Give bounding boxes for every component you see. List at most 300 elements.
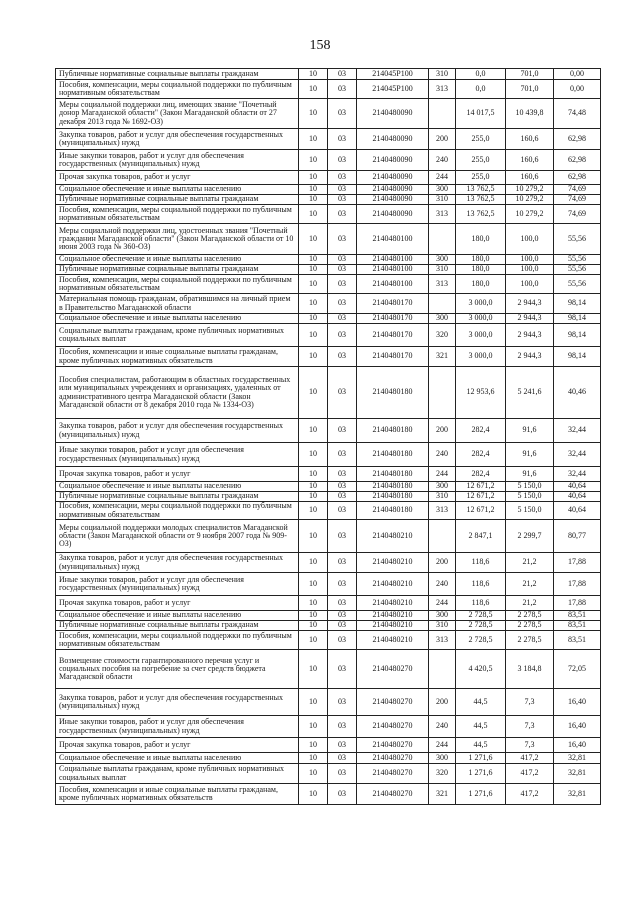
- section-code: 10: [299, 99, 328, 129]
- planned-amount: 44,5: [456, 716, 506, 738]
- subsection-code: 03: [328, 520, 357, 553]
- row-name: Прочая закупка товаров, работ и услуг: [56, 738, 299, 753]
- table-row: [56, 520, 601, 553]
- table-row: [56, 367, 601, 419]
- execution-percent: 16,40: [554, 716, 601, 738]
- execution-percent: 0,00: [554, 80, 601, 99]
- table-row: [56, 573, 601, 596]
- executed-amount: 2 944,3: [506, 314, 554, 324]
- planned-amount: 255,0: [456, 129, 506, 150]
- row-name: Закупка товаров, работ и услуг для обеспечения государственных (муниципальных) нужд: [56, 689, 299, 716]
- target-article-code: 2140480090: [357, 129, 429, 150]
- execution-percent: 72,05: [554, 650, 601, 689]
- subsection-code: 03: [328, 69, 357, 80]
- expense-type-code: 300: [429, 611, 456, 621]
- row-name: Социальные выплаты гражданам, кроме публичных нормативных социальных выплат: [56, 324, 299, 347]
- subsection-code: 03: [328, 689, 357, 716]
- execution-percent: 62,98: [554, 129, 601, 150]
- executed-amount: 3 184,8: [506, 650, 554, 689]
- expense-type-code: 200: [429, 689, 456, 716]
- section-code: 10: [299, 467, 328, 482]
- expense-type-code: [429, 294, 456, 314]
- row-name: Прочая закупка товаров, работ и услуг: [56, 596, 299, 611]
- target-article-code: 2140480210: [357, 621, 429, 631]
- row-name: Социальные выплаты гражданам, кроме публичных нормативных социальных выплат: [56, 764, 299, 784]
- table-row: [56, 205, 601, 224]
- subsection-code: 03: [328, 80, 357, 99]
- row-name: Публичные нормативные социальные выплаты гражданам: [56, 69, 299, 80]
- row-name: Иные закупки товаров, работ и услуг для обеспечения государственных (муниципальных) нужд: [56, 150, 299, 171]
- execution-percent: 17,88: [554, 596, 601, 611]
- planned-amount: 14 017,5: [456, 99, 506, 129]
- expense-type-code: 310: [429, 265, 456, 275]
- execution-percent: 83,51: [554, 631, 601, 650]
- planned-amount: 118,6: [456, 573, 506, 596]
- planned-amount: 1 271,6: [456, 784, 506, 805]
- row-name: Прочая закупка товаров, работ и услуг: [56, 171, 299, 185]
- table-row: [56, 596, 601, 611]
- executed-amount: 21,2: [506, 573, 554, 596]
- subsection-code: 03: [328, 275, 357, 294]
- execution-percent: 83,51: [554, 621, 601, 631]
- target-article-code: 2140480180: [357, 502, 429, 520]
- executed-amount: 91,6: [506, 419, 554, 443]
- row-name: Пособия, компенсации, меры социальной поддержки по публичным нормативным обязательствам: [56, 275, 299, 294]
- executed-amount: 160,6: [506, 129, 554, 150]
- execution-percent: 40,64: [554, 502, 601, 520]
- target-article-code: 2140480210: [357, 596, 429, 611]
- expense-type-code: 310: [429, 195, 456, 205]
- subsection-code: 03: [328, 205, 357, 224]
- execution-percent: 32,81: [554, 784, 601, 805]
- target-article-code: 2140480170: [357, 314, 429, 324]
- target-article-code: 2140480090: [357, 150, 429, 171]
- row-name: Социальное обеспечение и иные выплаты населению: [56, 314, 299, 324]
- executed-amount: 100,0: [506, 265, 554, 275]
- target-article-code: 2140480090: [357, 185, 429, 195]
- table-row: [56, 324, 601, 347]
- subsection-code: 03: [328, 185, 357, 195]
- section-code: 10: [299, 492, 328, 502]
- planned-amount: 4 420,5: [456, 650, 506, 689]
- subsection-code: 03: [328, 738, 357, 753]
- expense-type-code: 320: [429, 764, 456, 784]
- executed-amount: 7,3: [506, 738, 554, 753]
- row-name: Публичные нормативные социальные выплаты гражданам: [56, 492, 299, 502]
- expense-type-code: 321: [429, 784, 456, 805]
- expense-type-code: 240: [429, 443, 456, 467]
- planned-amount: 13 762,5: [456, 185, 506, 195]
- expense-type-code: 321: [429, 347, 456, 367]
- subsection-code: 03: [328, 195, 357, 205]
- expense-type-code: [429, 99, 456, 129]
- table-row: [56, 314, 601, 324]
- section-code: 10: [299, 482, 328, 492]
- row-name: Меры социальной поддержки лиц, удостоенных звания "Почетный гражданин Магаданской области" (Закон Магаданской области от 10 июня 2003 года № 360-ОЗ): [56, 224, 299, 255]
- executed-amount: 100,0: [506, 275, 554, 294]
- subsection-code: 03: [328, 492, 357, 502]
- table-row: [56, 492, 601, 502]
- table-row: [56, 553, 601, 573]
- planned-amount: 13 762,5: [456, 195, 506, 205]
- subsection-code: 03: [328, 573, 357, 596]
- execution-percent: 32,81: [554, 753, 601, 764]
- target-article-code: 2140480270: [357, 753, 429, 764]
- expense-type-code: 310: [429, 69, 456, 80]
- table-row: [56, 631, 601, 650]
- table-row: [56, 482, 601, 492]
- table-row: [56, 129, 601, 150]
- execution-percent: 32,44: [554, 419, 601, 443]
- subsection-code: 03: [328, 764, 357, 784]
- planned-amount: 1 271,6: [456, 753, 506, 764]
- target-article-code: 2140480270: [357, 716, 429, 738]
- planned-amount: 3 000,0: [456, 324, 506, 347]
- executed-amount: 2 278,5: [506, 631, 554, 650]
- subsection-code: 03: [328, 314, 357, 324]
- executed-amount: 7,3: [506, 716, 554, 738]
- planned-amount: 1 271,6: [456, 764, 506, 784]
- target-article-code: 2140480090: [357, 195, 429, 205]
- subsection-code: 03: [328, 650, 357, 689]
- section-code: 10: [299, 367, 328, 419]
- subsection-code: 03: [328, 224, 357, 255]
- expense-type-code: 244: [429, 596, 456, 611]
- section-code: 10: [299, 611, 328, 621]
- expense-type-code: 300: [429, 482, 456, 492]
- execution-percent: 74,69: [554, 195, 601, 205]
- expense-type-code: 300: [429, 753, 456, 764]
- target-article-code: 2140480090: [357, 99, 429, 129]
- row-name: Пособия, компенсации и иные социальные выплаты гражданам, кроме публичных нормативных обязательств: [56, 784, 299, 805]
- row-name: Социальное обеспечение и иные выплаты населению: [56, 185, 299, 195]
- target-article-code: 2140480180: [357, 482, 429, 492]
- target-article-code: 2140480100: [357, 255, 429, 265]
- executed-amount: 701,0: [506, 80, 554, 99]
- section-code: 10: [299, 171, 328, 185]
- execution-percent: 74,69: [554, 205, 601, 224]
- row-name: Пособия специалистам, работающим в областных государственных или муниципальных учреждениях и организациях, удаленных от административного центра Магаданской области (Закон Магаданской области от 8 декабря 2010 года № 1334-ОЗ): [56, 367, 299, 419]
- planned-amount: 3 000,0: [456, 314, 506, 324]
- expense-type-code: 300: [429, 255, 456, 265]
- target-article-code: 2140480170: [357, 347, 429, 367]
- executed-amount: 21,2: [506, 596, 554, 611]
- table-row: [56, 80, 601, 99]
- expense-type-code: 300: [429, 314, 456, 324]
- planned-amount: 255,0: [456, 171, 506, 185]
- expense-type-code: [429, 367, 456, 419]
- planned-amount: 180,0: [456, 255, 506, 265]
- subsection-code: 03: [328, 324, 357, 347]
- subsection-code: 03: [328, 150, 357, 171]
- execution-percent: 62,98: [554, 171, 601, 185]
- planned-amount: 255,0: [456, 150, 506, 171]
- executed-amount: 5 241,6: [506, 367, 554, 419]
- row-name: Иные закупки товаров, работ и услуг для обеспечения государственных (муниципальных) нужд: [56, 443, 299, 467]
- section-code: 10: [299, 689, 328, 716]
- planned-amount: 282,4: [456, 419, 506, 443]
- table-row: [56, 753, 601, 764]
- section-code: 10: [299, 443, 328, 467]
- target-article-code: 2140480180: [357, 443, 429, 467]
- planned-amount: 180,0: [456, 275, 506, 294]
- row-name: Пособия, компенсации, меры социальной поддержки по публичным нормативным обязательствам: [56, 502, 299, 520]
- subsection-code: 03: [328, 467, 357, 482]
- execution-percent: 16,40: [554, 689, 601, 716]
- subsection-code: 03: [328, 419, 357, 443]
- table-row: [56, 69, 601, 80]
- planned-amount: 3 000,0: [456, 294, 506, 314]
- section-code: 10: [299, 502, 328, 520]
- subsection-code: 03: [328, 482, 357, 492]
- section-code: 10: [299, 314, 328, 324]
- target-article-code: 2140480100: [357, 275, 429, 294]
- execution-percent: 16,40: [554, 738, 601, 753]
- section-code: 10: [299, 650, 328, 689]
- subsection-code: 03: [328, 171, 357, 185]
- section-code: 10: [299, 69, 328, 80]
- executed-amount: 417,2: [506, 784, 554, 805]
- planned-amount: 12 671,2: [456, 482, 506, 492]
- expense-type-code: 300: [429, 185, 456, 195]
- section-code: 10: [299, 294, 328, 314]
- planned-amount: 12 953,6: [456, 367, 506, 419]
- expense-type-code: 244: [429, 738, 456, 753]
- execution-percent: 62,98: [554, 150, 601, 171]
- expense-type-code: 313: [429, 631, 456, 650]
- planned-amount: 2 728,5: [456, 631, 506, 650]
- target-article-code: 214045Р100: [357, 80, 429, 99]
- planned-amount: 180,0: [456, 265, 506, 275]
- target-article-code: 2140480170: [357, 324, 429, 347]
- expense-type-code: 240: [429, 150, 456, 171]
- section-code: 10: [299, 596, 328, 611]
- section-code: 10: [299, 553, 328, 573]
- section-code: 10: [299, 275, 328, 294]
- section-code: 10: [299, 764, 328, 784]
- section-code: 10: [299, 573, 328, 596]
- expense-type-code: 313: [429, 502, 456, 520]
- expense-type-code: [429, 224, 456, 255]
- table-row: [56, 689, 601, 716]
- subsection-code: 03: [328, 716, 357, 738]
- planned-amount: 118,6: [456, 596, 506, 611]
- section-code: 10: [299, 205, 328, 224]
- table-row: [56, 294, 601, 314]
- section-code: 10: [299, 520, 328, 553]
- row-name: Меры социальной поддержки молодых специалистов Магаданской области (Закон Магаданской области от 9 ноября 2007 года № 909-ОЗ): [56, 520, 299, 553]
- executed-amount: 10 439,8: [506, 99, 554, 129]
- execution-percent: 40,46: [554, 367, 601, 419]
- row-name: Иные закупки товаров, работ и услуг для обеспечения государственных (муниципальных) нужд: [56, 573, 299, 596]
- executed-amount: 10 279,2: [506, 195, 554, 205]
- table-row: [56, 419, 601, 443]
- executed-amount: 5 150,0: [506, 492, 554, 502]
- expense-type-code: [429, 650, 456, 689]
- target-article-code: 2140480270: [357, 784, 429, 805]
- planned-amount: 0,0: [456, 69, 506, 80]
- subsection-code: 03: [328, 265, 357, 275]
- execution-percent: 32,81: [554, 764, 601, 784]
- subsection-code: 03: [328, 255, 357, 265]
- subsection-code: 03: [328, 347, 357, 367]
- row-name: Иные закупки товаров, работ и услуг для обеспечения государственных (муниципальных) нужд: [56, 716, 299, 738]
- section-code: 10: [299, 738, 328, 753]
- execution-percent: 32,44: [554, 443, 601, 467]
- executed-amount: 91,6: [506, 467, 554, 482]
- execution-percent: 17,88: [554, 553, 601, 573]
- row-name: Публичные нормативные социальные выплаты гражданам: [56, 195, 299, 205]
- expense-type-code: 244: [429, 171, 456, 185]
- section-code: 10: [299, 347, 328, 367]
- table-row: [56, 150, 601, 171]
- executed-amount: 5 150,0: [506, 502, 554, 520]
- expense-type-code: 240: [429, 716, 456, 738]
- section-code: 10: [299, 224, 328, 255]
- expense-type-code: 200: [429, 129, 456, 150]
- execution-percent: 40,64: [554, 492, 601, 502]
- planned-amount: 282,4: [456, 467, 506, 482]
- expense-type-code: 240: [429, 573, 456, 596]
- table-row: [56, 467, 601, 482]
- target-article-code: 2140480210: [357, 573, 429, 596]
- table-row: [56, 275, 601, 294]
- execution-percent: 17,88: [554, 573, 601, 596]
- target-article-code: 2140480180: [357, 492, 429, 502]
- row-name: Пособия, компенсации, меры социальной поддержки по публичным нормативным обязательствам: [56, 631, 299, 650]
- executed-amount: 100,0: [506, 224, 554, 255]
- target-article-code: 2140480180: [357, 367, 429, 419]
- execution-percent: 40,64: [554, 482, 601, 492]
- execution-percent: 83,51: [554, 611, 601, 621]
- planned-amount: 0,0: [456, 80, 506, 99]
- executed-amount: 160,6: [506, 150, 554, 171]
- target-article-code: 2140480170: [357, 294, 429, 314]
- planned-amount: 180,0: [456, 224, 506, 255]
- section-code: 10: [299, 129, 328, 150]
- subsection-code: 03: [328, 611, 357, 621]
- table-row: [56, 99, 601, 129]
- execution-percent: 55,56: [554, 265, 601, 275]
- executed-amount: 417,2: [506, 764, 554, 784]
- planned-amount: 3 000,0: [456, 347, 506, 367]
- target-article-code: 2140480270: [357, 689, 429, 716]
- subsection-code: 03: [328, 784, 357, 805]
- row-name: Публичные нормативные социальные выплаты гражданам: [56, 265, 299, 275]
- target-article-code: 2140480090: [357, 171, 429, 185]
- executed-amount: 2 278,5: [506, 611, 554, 621]
- table-row: [56, 650, 601, 689]
- executed-amount: 5 150,0: [506, 482, 554, 492]
- row-name: Закупка товаров, работ и услуг для обеспечения государственных (муниципальных) нужд: [56, 129, 299, 150]
- expense-type-code: 244: [429, 467, 456, 482]
- table-row: [56, 764, 601, 784]
- row-name: Социальное обеспечение и иные выплаты населению: [56, 753, 299, 764]
- table-row: [56, 716, 601, 738]
- executed-amount: 100,0: [506, 255, 554, 265]
- target-article-code: 2140480180: [357, 467, 429, 482]
- executed-amount: 2 944,3: [506, 294, 554, 314]
- target-article-code: 2140480270: [357, 738, 429, 753]
- executed-amount: 91,6: [506, 443, 554, 467]
- target-article-code: 2140480100: [357, 265, 429, 275]
- executed-amount: 701,0: [506, 69, 554, 80]
- subsection-code: 03: [328, 502, 357, 520]
- subsection-code: 03: [328, 129, 357, 150]
- execution-percent: 55,56: [554, 255, 601, 265]
- executed-amount: 2 944,3: [506, 347, 554, 367]
- section-code: 10: [299, 716, 328, 738]
- table-row: [56, 347, 601, 367]
- table-row: [56, 611, 601, 621]
- row-name: Закупка товаров, работ и услуг для обеспечения государственных (муниципальных) нужд: [56, 553, 299, 573]
- table-row: [56, 255, 601, 265]
- subsection-code: 03: [328, 631, 357, 650]
- expense-type-code: 313: [429, 275, 456, 294]
- executed-amount: 2 299,7: [506, 520, 554, 553]
- table-row: [56, 621, 601, 631]
- subsection-code: 03: [328, 553, 357, 573]
- planned-amount: 13 762,5: [456, 205, 506, 224]
- planned-amount: 2 728,5: [456, 611, 506, 621]
- executed-amount: 21,2: [506, 553, 554, 573]
- section-code: 10: [299, 150, 328, 171]
- executed-amount: 2 944,3: [506, 324, 554, 347]
- table-row: [56, 443, 601, 467]
- section-code: 10: [299, 324, 328, 347]
- table-row: [56, 195, 601, 205]
- row-name: Социальное обеспечение и иные выплаты населению: [56, 255, 299, 265]
- subsection-code: 03: [328, 294, 357, 314]
- target-article-code: 2140480210: [357, 520, 429, 553]
- subsection-code: 03: [328, 596, 357, 611]
- expense-type-code: 313: [429, 80, 456, 99]
- table-row: [56, 265, 601, 275]
- section-code: 10: [299, 753, 328, 764]
- executed-amount: 10 279,2: [506, 205, 554, 224]
- row-name: Пособия, компенсации, меры социальной поддержки по публичным нормативным обязательствам: [56, 80, 299, 99]
- page-number: 158: [309, 38, 331, 53]
- execution-percent: 55,56: [554, 224, 601, 255]
- row-name: Материальная помощь гражданам, обратившимся на личный прием в Правительство Магаданской области: [56, 294, 299, 314]
- row-name: Пособия, компенсации и иные социальные выплаты гражданам, кроме публичных нормативных обязательств: [56, 347, 299, 367]
- target-article-code: 2140480180: [357, 419, 429, 443]
- budget-table: [55, 68, 601, 805]
- section-code: 10: [299, 784, 328, 805]
- planned-amount: 2 847,1: [456, 520, 506, 553]
- table-row: [56, 185, 601, 195]
- target-article-code: 2140480090: [357, 205, 429, 224]
- expense-type-code: 313: [429, 205, 456, 224]
- planned-amount: 44,5: [456, 689, 506, 716]
- row-name: Прочая закупка товаров, работ и услуг: [56, 467, 299, 482]
- section-code: 10: [299, 195, 328, 205]
- target-article-code: 214045Р100: [357, 69, 429, 80]
- table-row: [56, 171, 601, 185]
- target-article-code: 2140480100: [357, 224, 429, 255]
- execution-percent: 98,14: [554, 294, 601, 314]
- execution-percent: 98,14: [554, 314, 601, 324]
- target-article-code: 2140480210: [357, 631, 429, 650]
- expense-type-code: 200: [429, 553, 456, 573]
- execution-percent: 55,56: [554, 275, 601, 294]
- target-article-code: 2140480270: [357, 764, 429, 784]
- section-code: 10: [299, 621, 328, 631]
- execution-percent: 98,14: [554, 347, 601, 367]
- subsection-code: 03: [328, 753, 357, 764]
- expense-type-code: [429, 520, 456, 553]
- section-code: 10: [299, 185, 328, 195]
